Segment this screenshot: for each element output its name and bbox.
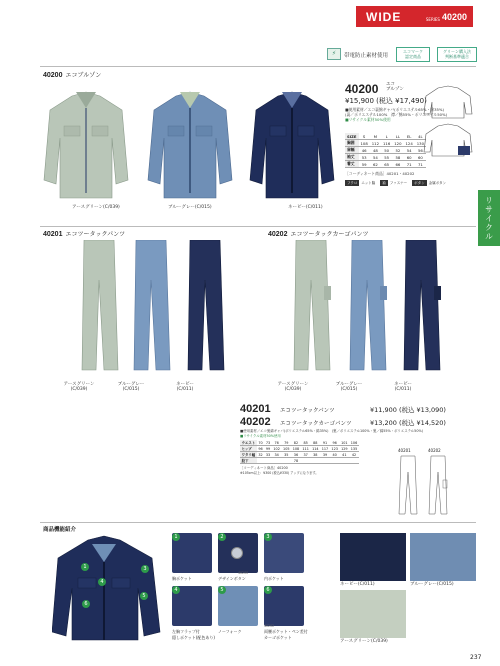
swatch-bluegray: [410, 533, 476, 581]
size-cell: 66: [392, 161, 403, 168]
feature-jacket-photo: [52, 532, 168, 644]
pants-bluegray-2: [350, 240, 386, 370]
callout-number: 6: [82, 600, 90, 608]
cap-line: (C/015): [122, 387, 140, 392]
pants-note: ※105cm以上：¥300 (税込¥330) アップになります。: [240, 471, 319, 475]
pants-navy-1: [188, 240, 224, 370]
size-cell: 胸囲: [345, 140, 359, 147]
mini-code-1: 40201: [398, 448, 411, 453]
feature-caption: 左胸フラップ付 隠しポケット(配色あり): [172, 629, 215, 640]
spec-line1: ■使用素材／エコ裏綿ギャバ(ポリエステル65%・綿35%): [345, 107, 445, 112]
cap-line: アースグリーン: [63, 382, 95, 387]
product-name-line1: エコ: [386, 82, 395, 87]
pants-caption-navy-2: [386, 381, 420, 392]
pants-caption-green-2: [276, 381, 310, 392]
size-cell: 54: [370, 154, 381, 161]
size-cell: 112: [371, 140, 379, 146]
spec-line2: (裏／ポリエステル100% 襟／綿55%・ポリエステル50%): [345, 112, 448, 117]
size-cell: [310, 458, 320, 464]
product-name: [386, 82, 406, 92]
callout-number: 5: [140, 592, 148, 600]
chip-value: 金属ボタン: [428, 181, 447, 185]
pants-size-table: [240, 440, 359, 464]
features-title: 商品機能紹介: [43, 527, 77, 533]
size-cell: 40: [330, 452, 340, 458]
pants-green-1: [82, 240, 118, 370]
size-cell: 76: [272, 440, 282, 446]
size-cell: 78: [291, 458, 301, 464]
pants-photos: [40, 240, 480, 380]
cap-line: ネービー: [394, 382, 412, 387]
cap-line: ブルーグレー: [335, 382, 363, 387]
size-cell: 36: [291, 452, 301, 458]
size-cell: 58: [392, 154, 403, 161]
pants-info-price: ¥11,900 (税込 ¥13,090): [370, 406, 446, 414]
size-cell: 56: [415, 147, 426, 154]
jacket-line-drawings: [422, 84, 474, 160]
size-cell: EL: [404, 133, 415, 140]
swatch-navy: [340, 533, 406, 581]
size-cell: 79: [281, 440, 291, 446]
size-cell: 肩幅: [345, 147, 359, 154]
size-cell: 101: [341, 440, 348, 445]
size-cell: ウエスト: [241, 441, 256, 445]
antistatic-label: 帯電防止素材使用: [344, 53, 389, 59]
size-cell: 38: [310, 452, 320, 458]
pants-name-2: エコツータックカーゴパンツ: [290, 232, 369, 238]
recycle-side-tab: リサイクル: [478, 190, 500, 246]
cap-line: アースグリーン: [277, 382, 309, 387]
size-cell: 114: [312, 446, 319, 451]
size-cell: 55: [381, 154, 392, 161]
feature-code: 40200: [238, 571, 249, 575]
green-line2: 判断基準適合: [445, 54, 469, 59]
size-cell: 105: [283, 446, 290, 451]
size-cell: 102: [273, 446, 280, 451]
pants-navy-2: [404, 240, 440, 370]
divider: [40, 66, 476, 67]
size-cell: [301, 458, 311, 464]
size-cell: 108: [360, 140, 368, 146]
size-cell: 70: [258, 440, 263, 445]
size-cell: 123: [331, 446, 338, 451]
size-cell: 62: [370, 161, 381, 168]
size-cell: 71: [404, 161, 415, 168]
cap-line: (C/011): [394, 387, 412, 392]
callout-number: 1: [172, 533, 180, 541]
jacket-caption-navy: ネービー(C/011): [288, 205, 323, 210]
pants-price-row-1: [240, 403, 470, 415]
size-cell: 88: [310, 440, 320, 446]
eco-mark-line1: エコマーク: [403, 49, 423, 54]
jacket-navy: [250, 92, 334, 198]
size-cell: 65: [381, 161, 392, 168]
pants-info-price: ¥13,200 (税込 ¥14,520): [370, 419, 446, 427]
callout-number: 3: [264, 533, 272, 541]
jacket-bluegray: [148, 92, 232, 198]
size-cell: 106: [350, 440, 358, 445]
jacket-related: ［コーディネート商品］40201・40202: [345, 171, 415, 176]
pants-green-2: [294, 240, 330, 370]
pants-caption-navy-1: [168, 381, 202, 392]
chip-value: ファスナー: [389, 181, 408, 185]
chip-value: ニット脇: [361, 181, 376, 185]
callout-number: 2: [218, 533, 226, 541]
divider: [40, 226, 476, 227]
pants-info-name: エコツータックパンツ: [280, 408, 335, 414]
chip-label: ボタン: [414, 181, 425, 185]
product-name-line2: ブルゾン: [386, 87, 404, 92]
size-cell: ヒップ: [240, 446, 257, 452]
size-cell: 96: [330, 440, 340, 446]
size-cell: 60: [415, 154, 426, 161]
feature-caption: デザインボタン: [218, 576, 246, 581]
size-cell: 111: [302, 446, 309, 451]
size-cell: [264, 458, 272, 464]
size-cell: LL: [392, 133, 403, 140]
recycle-note: ■リサイクル素材50%使用: [345, 117, 391, 122]
feature-code: 40202: [264, 624, 275, 628]
pants-price-row-2: [240, 416, 470, 428]
antistatic-icon: ⚡: [327, 48, 341, 60]
product-price: ¥15,900 (税込 ¥17,490): [345, 97, 427, 105]
size-cell: 129: [341, 446, 348, 451]
pants-section-title-2: [268, 229, 368, 238]
size-cell: 袖丈: [345, 154, 359, 161]
mini-code-2: 40202: [428, 448, 441, 453]
size-cell: 59: [359, 161, 370, 168]
size-cell: 96: [258, 446, 263, 451]
size-cell: 135: [350, 446, 358, 451]
pants-name-1: エコツータックパンツ: [65, 232, 126, 238]
callout-number: 4: [98, 578, 106, 586]
size-cell: 124: [405, 140, 413, 146]
size-cell: [320, 458, 330, 464]
size-cell: 91: [320, 440, 330, 446]
swatch-caption: ブルーグレー(C/015): [410, 582, 454, 587]
size-cell: [339, 458, 349, 464]
button-icon: [231, 547, 243, 559]
wide-label: WIDE: [366, 9, 402, 24]
feature-caption: ノーフォーク: [218, 629, 242, 634]
size-cell: [349, 458, 359, 464]
jacket-size-table: [345, 133, 426, 168]
size-cell: ワタリ幅: [241, 453, 256, 457]
jacket-photos: [42, 78, 342, 208]
cap-line: ネービー: [176, 382, 194, 387]
page-number: 237: [470, 654, 482, 661]
green-line1: グリーン購入法: [443, 49, 471, 54]
size-cell: S: [359, 133, 370, 140]
size-cell: 52: [392, 147, 403, 154]
size-cell: 着丈: [345, 161, 359, 168]
series-badge: [356, 6, 473, 27]
callout-number: 1: [81, 563, 89, 571]
size-cell: 53: [359, 154, 370, 161]
pants-spec: ■使用素材／エコ裏綿ギャバ(ポリエステル65%・綿35%) (裏／ポリエステル100%・裏／綿55%・ポリエステル50%): [240, 429, 424, 433]
jacket-caption-bluegray: ブルーグレー(C/015): [168, 205, 212, 210]
size-cell: 39: [320, 452, 330, 458]
size-cell: 50: [381, 147, 392, 154]
feature-chips: [345, 180, 449, 186]
size-cell: 85: [301, 440, 311, 446]
cap-line: (C/039): [284, 387, 302, 392]
size-cell: 35: [281, 452, 291, 458]
size-cell: 32: [258, 452, 263, 457]
cap-line: ブルーグレー: [117, 382, 145, 387]
size-cell: 71: [415, 161, 426, 168]
pants-caption-bluegray-2: [332, 381, 366, 392]
divider: [40, 522, 476, 523]
cap-line: (C/039): [70, 387, 88, 392]
feature-caption: 内ポケット: [264, 576, 284, 581]
callout-number: 6: [264, 586, 272, 594]
product-code: 40200: [345, 82, 379, 96]
size-row: [345, 140, 426, 147]
pants-line-drawings: [395, 450, 465, 518]
chip-label: フクロ: [347, 181, 358, 185]
size-cell: 116: [383, 140, 391, 146]
pants-caption-bluegray-1: [114, 381, 148, 392]
pants-code-1: 40201: [43, 231, 63, 238]
eco-mark-line2: 認定商品: [405, 54, 421, 59]
size-cell: M: [370, 133, 381, 140]
size-cell: 120: [394, 140, 402, 146]
size-row: [345, 147, 426, 154]
size-row: [240, 458, 359, 464]
size-cell: [257, 458, 265, 464]
size-cell: 54: [404, 147, 415, 154]
feature-caption: 両腰ポケット・ペン差付 カーゴポケット: [264, 629, 308, 640]
size-cell: 33: [265, 452, 271, 457]
cap-line: (C/011): [176, 387, 194, 392]
pants-bluegray-1: [134, 240, 170, 370]
jacket-name: エコブルゾン: [65, 73, 102, 79]
size-cell: 82: [291, 440, 301, 446]
feature-caption: 胸ポケット: [172, 576, 192, 581]
pants-info-code: 40202: [240, 416, 271, 428]
size-cell: 117: [321, 446, 329, 451]
size-cell: 130: [416, 140, 424, 146]
size-cell: [330, 458, 340, 464]
swatch-earthgreen: [340, 590, 406, 638]
swatch-caption: ネービー(C/011): [340, 582, 375, 587]
size-cell: 60: [404, 154, 415, 161]
size-cell: 99: [265, 446, 271, 451]
size-cell: 108: [292, 446, 300, 451]
size-cell: 73: [265, 440, 271, 445]
pants-info-name: エコツータックカーゴパンツ: [280, 421, 352, 427]
pants-caption-green-1: [62, 381, 96, 392]
callout-number: 5: [218, 586, 226, 594]
size-mark-icon: [458, 146, 470, 155]
pants-code-2: 40202: [268, 231, 288, 238]
size-cell: SIZE: [347, 133, 357, 139]
size-cell: [281, 458, 291, 464]
pants-related: ［コーディネート商品］40200: [240, 466, 288, 470]
eco-mark-tag: [396, 47, 430, 62]
size-cell: 48: [370, 147, 381, 154]
series-number: 40200: [441, 11, 467, 22]
size-cell: 37: [301, 452, 311, 458]
callout-number: 3: [141, 565, 149, 573]
green-purchase-tag: [437, 47, 477, 62]
jacket-code: 40200: [43, 72, 63, 79]
jacket-green: [44, 92, 128, 198]
pants-section-title-1: [43, 229, 125, 238]
series-label: SERIES: [425, 16, 440, 22]
size-cell: 41: [339, 452, 349, 458]
size-row: [345, 161, 426, 168]
size-cell: [272, 458, 282, 464]
swatch-caption: アースグリーン(C/039): [340, 639, 388, 644]
size-cell: 34: [272, 452, 282, 458]
pants-recycle-note: ■リサイクル素材50%使用: [240, 433, 281, 438]
size-cell: 4L: [415, 133, 426, 140]
size-cell: 46: [359, 147, 370, 154]
size-row: [345, 154, 426, 161]
size-cell: 股下: [240, 458, 257, 464]
chip-label: 袖: [382, 181, 386, 185]
jacket-caption-green: アースグリーン(C/039): [72, 205, 120, 210]
pants-info-code: 40201: [240, 403, 271, 415]
size-cell: L: [381, 133, 392, 140]
size-cell: 42: [349, 452, 359, 458]
cap-line: (C/015): [340, 387, 358, 392]
callout-number: 4: [172, 586, 180, 594]
